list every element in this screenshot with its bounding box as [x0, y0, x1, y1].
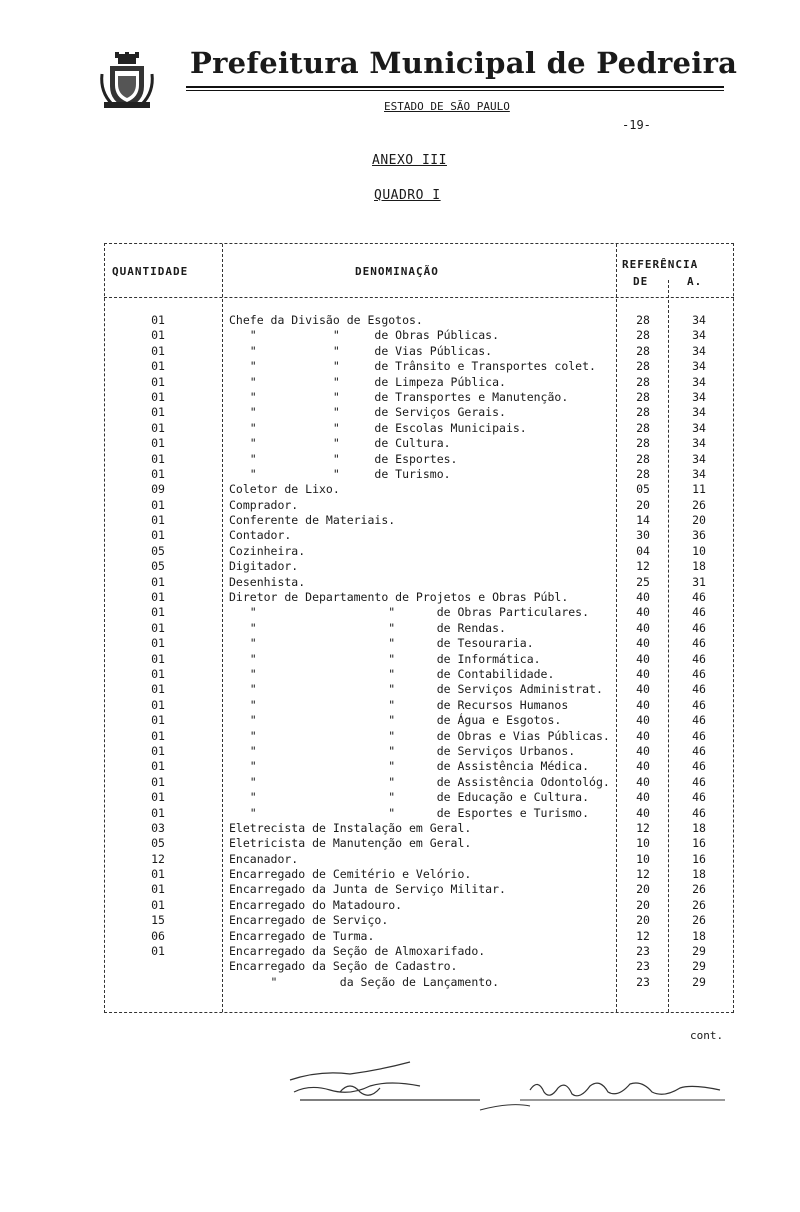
row-quantity: 01 [151, 666, 165, 681]
row-ref-de: 20 [636, 882, 650, 897]
row-quantity: 01 [151, 882, 165, 897]
row-ref-a: 20 [692, 513, 706, 528]
table-row [0, 513, 800, 528]
table-row [0, 959, 800, 974]
row-ref-de: 23 [636, 974, 650, 989]
table-body [0, 313, 800, 990]
row-quantity: 05 [151, 559, 165, 574]
row-ref-de: 28 [636, 466, 650, 481]
row-ref-a: 18 [692, 867, 706, 882]
row-ref-de: 40 [636, 697, 650, 712]
row-ref-a: 46 [692, 728, 706, 743]
row-ref-a: 46 [692, 605, 706, 620]
row-ref-de: 05 [636, 482, 650, 497]
row-quantity: 01 [151, 713, 165, 728]
table-row [0, 698, 800, 713]
row-ref-a: 34 [692, 436, 706, 451]
row-denomination: Encarregado da Junta de Serviço Militar. [229, 882, 506, 897]
row-quantity: 01 [151, 944, 165, 959]
table-row [0, 359, 800, 374]
table-row [0, 344, 800, 359]
table-row [0, 605, 800, 620]
row-denomination: " " de Transportes e Manutenção. [229, 389, 569, 404]
row-ref-a: 46 [692, 805, 706, 820]
row-ref-a: 18 [692, 928, 706, 943]
row-ref-a: 34 [692, 405, 706, 420]
row-ref-de: 10 [636, 836, 650, 851]
table-row [0, 882, 800, 897]
table-row [0, 590, 800, 605]
row-quantity: 09 [151, 482, 165, 497]
row-ref-a: 34 [692, 374, 706, 389]
row-quantity: 01 [151, 374, 165, 389]
row-quantity: 01 [151, 728, 165, 743]
row-quantity: 01 [151, 420, 165, 435]
header-referencia: REFERÊNCIA [622, 258, 699, 271]
row-ref-a: 46 [692, 636, 706, 651]
table-row [0, 790, 800, 805]
row-denomination: " " de Serviços Administrat. [229, 682, 603, 697]
row-denomination: Digitador. [229, 559, 299, 574]
row-quantity: 01 [151, 574, 165, 589]
row-ref-de: 28 [636, 405, 650, 420]
row-ref-de: 40 [636, 590, 650, 605]
row-ref-a: 34 [692, 328, 706, 343]
row-quantity: 01 [151, 743, 165, 758]
table-row [0, 498, 800, 513]
row-denomination: " " de Contabilidade. [229, 666, 555, 681]
row-ref-a: 26 [692, 497, 706, 512]
row-denomination: Comprador. [229, 497, 299, 512]
table-row [0, 929, 800, 944]
row-ref-a: 11 [692, 482, 706, 497]
row-quantity: 01 [151, 497, 165, 512]
row-denomination: " da Seção de Lançamento. [229, 974, 500, 989]
row-denomination: Encarregado de Serviço. [229, 913, 389, 928]
row-quantity: 01 [151, 605, 165, 620]
row-denomination: " " de Assistência Médica. [229, 759, 590, 774]
row-ref-de: 28 [636, 343, 650, 358]
header-de: DE [633, 275, 649, 288]
row-denomination: Desenhista. [229, 574, 306, 589]
table-row [0, 636, 800, 651]
row-ref-a: 46 [692, 774, 706, 789]
header-denominacao: DENOMINAÇÃO [355, 265, 439, 278]
table-row [0, 682, 800, 697]
row-ref-de: 12 [636, 867, 650, 882]
row-denomination: " " de Trânsito e Transportes colet. [229, 359, 596, 374]
table-row [0, 559, 800, 574]
table-row [0, 528, 800, 543]
row-quantity: 01 [151, 313, 165, 327]
row-ref-a: 34 [692, 466, 706, 481]
table-row [0, 852, 800, 867]
row-denomination: " " de Escolas Municipais. [229, 420, 527, 435]
header-divider [104, 297, 734, 298]
row-quantity: 06 [151, 928, 165, 943]
row-denomination: " " de Obras e Vias Públicas. [229, 728, 610, 743]
row-quantity: 01 [151, 620, 165, 635]
row-ref-a: 29 [692, 959, 706, 974]
row-ref-de: 20 [636, 897, 650, 912]
row-ref-de: 20 [636, 497, 650, 512]
row-ref-a: 29 [692, 944, 706, 959]
table-row [0, 975, 800, 990]
row-denomination: Encarregado de Turma. [229, 928, 375, 943]
row-ref-de: 25 [636, 574, 650, 589]
page-title: Prefeitura Municipal de Pedreira [190, 46, 738, 80]
row-quantity: 01 [151, 805, 165, 820]
header-quantidade: QUANTIDADE [112, 265, 189, 278]
row-quantity: 01 [151, 436, 165, 451]
row-ref-de: 28 [636, 328, 650, 343]
row-ref-a: 26 [692, 882, 706, 897]
row-ref-de: 40 [636, 682, 650, 697]
header-a: A. [687, 275, 703, 288]
table-row [0, 313, 800, 328]
row-quantity: 01 [151, 528, 165, 543]
row-quantity: 01 [151, 697, 165, 712]
row-denomination: " " de Educação e Cultura. [229, 790, 590, 805]
row-denomination: " " de Turismo. [229, 466, 451, 481]
table-row [0, 806, 800, 821]
table-row [0, 759, 800, 774]
page-number: -19- [622, 118, 651, 132]
table-row [0, 390, 800, 405]
table-row [0, 944, 800, 959]
row-ref-a: 18 [692, 820, 706, 835]
row-ref-de: 40 [636, 743, 650, 758]
row-ref-de: 10 [636, 851, 650, 866]
row-quantity: 01 [151, 682, 165, 697]
row-ref-de: 40 [636, 651, 650, 666]
row-ref-a: 29 [692, 974, 706, 989]
table-row [0, 328, 800, 343]
quadro-title: QUADRO I [374, 188, 441, 203]
row-quantity: 01 [151, 759, 165, 774]
row-ref-a: 34 [692, 343, 706, 358]
row-ref-de: 28 [636, 420, 650, 435]
row-ref-a: 46 [692, 713, 706, 728]
municipal-crest-icon [98, 52, 156, 110]
row-ref-a: 46 [692, 666, 706, 681]
row-ref-de: 40 [636, 605, 650, 620]
row-quantity: 01 [151, 790, 165, 805]
row-quantity: 01 [151, 636, 165, 651]
row-ref-de: 40 [636, 759, 650, 774]
table-row [0, 405, 800, 420]
row-ref-a: 26 [692, 913, 706, 928]
row-ref-de: 12 [636, 559, 650, 574]
row-quantity: 01 [151, 897, 165, 912]
table-row [0, 729, 800, 744]
row-ref-de: 28 [636, 389, 650, 404]
row-ref-a: 36 [692, 528, 706, 543]
row-quantity: 01 [151, 359, 165, 374]
row-ref-de: 40 [636, 666, 650, 681]
row-ref-de: 30 [636, 528, 650, 543]
row-ref-de: 28 [636, 374, 650, 389]
row-denomination: " " de Serviços Gerais. [229, 405, 506, 420]
table-row [0, 452, 800, 467]
row-ref-a: 34 [692, 359, 706, 374]
row-ref-a: 46 [692, 759, 706, 774]
table-row [0, 436, 800, 451]
row-denomination: Encarregado da Seção de Almoxarifado. [229, 944, 486, 959]
row-denomination: " " de Serviços Urbanos. [229, 743, 576, 758]
row-denomination: Cozinheira. [229, 543, 306, 558]
table-row [0, 744, 800, 759]
row-denomination: Encarregado da Seção de Cadastro. [229, 959, 458, 974]
row-quantity: 01 [151, 389, 165, 404]
row-ref-a: 26 [692, 897, 706, 912]
row-denomination: Encarregado de Cemitério e Velório. [229, 867, 472, 882]
row-quantity: 05 [151, 543, 165, 558]
row-ref-a: 46 [692, 620, 706, 635]
row-quantity: 03 [151, 820, 165, 835]
row-ref-de: 23 [636, 944, 650, 959]
row-denomination: " " de Obras Particulares. [229, 605, 590, 620]
row-denomination: Coletor de Lixo. [229, 482, 340, 497]
table-row [0, 652, 800, 667]
table-row [0, 836, 800, 851]
handwritten-signature-icon [280, 1040, 730, 1130]
row-ref-a: 18 [692, 559, 706, 574]
row-ref-de: 12 [636, 928, 650, 943]
row-ref-de: 40 [636, 713, 650, 728]
row-denomination: " " de Limpeza Pública. [229, 374, 506, 389]
row-denomination: Chefe da Divisão de Esgotos. [229, 313, 423, 327]
row-quantity: 01 [151, 343, 165, 358]
row-ref-de: 04 [636, 543, 650, 558]
row-denomination: " " de Rendas. [229, 620, 506, 635]
row-denomination: " " de Informática. [229, 651, 541, 666]
row-ref-a: 46 [692, 682, 706, 697]
row-ref-de: 40 [636, 805, 650, 820]
row-ref-de: 40 [636, 774, 650, 789]
table-row [0, 898, 800, 913]
row-quantity: 12 [151, 851, 165, 866]
table-row [0, 821, 800, 836]
row-denomination: Eletrecista de Instalação em Geral. [229, 820, 472, 835]
row-ref-de: 28 [636, 359, 650, 374]
row-ref-a: 34 [692, 451, 706, 466]
table-row [0, 544, 800, 559]
table-row [0, 775, 800, 790]
row-denomination: " " de Cultura. [229, 436, 451, 451]
row-denomination: " " de Assistência Odontológ. [229, 774, 610, 789]
row-quantity: 01 [151, 451, 165, 466]
row-ref-de: 28 [636, 313, 650, 327]
row-ref-de: 20 [636, 913, 650, 928]
table-row [0, 482, 800, 497]
row-ref-de: 40 [636, 620, 650, 635]
table-row [0, 867, 800, 882]
table-row [0, 713, 800, 728]
row-ref-de: 23 [636, 959, 650, 974]
row-denomination: " " de Esportes e Turismo. [229, 805, 590, 820]
row-quantity: 15 [151, 913, 165, 928]
row-denomination: " " de Recursos Humanos [229, 697, 569, 712]
continued-label: cont. [690, 1029, 724, 1042]
row-denomination: Conferente de Materiais. [229, 513, 396, 528]
title-underline-thin [186, 90, 724, 91]
table-row [0, 667, 800, 682]
row-quantity: 01 [151, 774, 165, 789]
table-row [0, 421, 800, 436]
row-quantity: 01 [151, 328, 165, 343]
row-denomination: Diretor de Departamento de Projetos e Obras Públ. [229, 590, 569, 605]
row-ref-a: 46 [692, 790, 706, 805]
row-quantity: 01 [151, 651, 165, 666]
row-ref-a: 46 [692, 590, 706, 605]
row-ref-de: 40 [636, 790, 650, 805]
row-ref-de: 28 [636, 436, 650, 451]
row-quantity: 01 [151, 590, 165, 605]
state-label: ESTADO DE SÃO PAULO [384, 100, 510, 113]
title-underline [186, 86, 724, 88]
row-ref-de: 14 [636, 513, 650, 528]
row-denomination: " " de Tesouraria. [229, 636, 534, 651]
row-quantity: 01 [151, 513, 165, 528]
table-row [0, 913, 800, 928]
row-ref-a: 46 [692, 697, 706, 712]
table-row [0, 375, 800, 390]
row-ref-a: 16 [692, 836, 706, 851]
table-row [0, 621, 800, 636]
row-ref-a: 34 [692, 420, 706, 435]
row-ref-a: 46 [692, 651, 706, 666]
row-ref-a: 34 [692, 313, 706, 327]
row-ref-a: 34 [692, 389, 706, 404]
row-quantity: 01 [151, 466, 165, 481]
row-ref-de: 28 [636, 451, 650, 466]
row-denomination: " " de Esportes. [229, 451, 458, 466]
row-ref-de: 40 [636, 636, 650, 651]
row-denomination: " " de Água e Esgotos. [229, 713, 562, 728]
row-ref-de: 12 [636, 820, 650, 835]
table-row [0, 467, 800, 482]
row-ref-a: 46 [692, 743, 706, 758]
row-quantity: 05 [151, 836, 165, 851]
annex-title: ANEXO III [372, 153, 447, 168]
row-ref-a: 31 [692, 574, 706, 589]
row-ref-de: 40 [636, 728, 650, 743]
row-denomination: Encanador. [229, 851, 299, 866]
row-ref-a: 10 [692, 543, 706, 558]
row-denomination: Encarregado do Matadouro. [229, 897, 403, 912]
row-denomination: Eletricista de Manutenção em Geral. [229, 836, 472, 851]
row-denomination: " " de Vias Públicas. [229, 343, 493, 358]
row-quantity: 01 [151, 405, 165, 420]
row-quantity: 01 [151, 867, 165, 882]
table-row [0, 575, 800, 590]
row-ref-a: 16 [692, 851, 706, 866]
row-denomination: Contador. [229, 528, 292, 543]
row-denomination: " " de Obras Públicas. [229, 328, 500, 343]
